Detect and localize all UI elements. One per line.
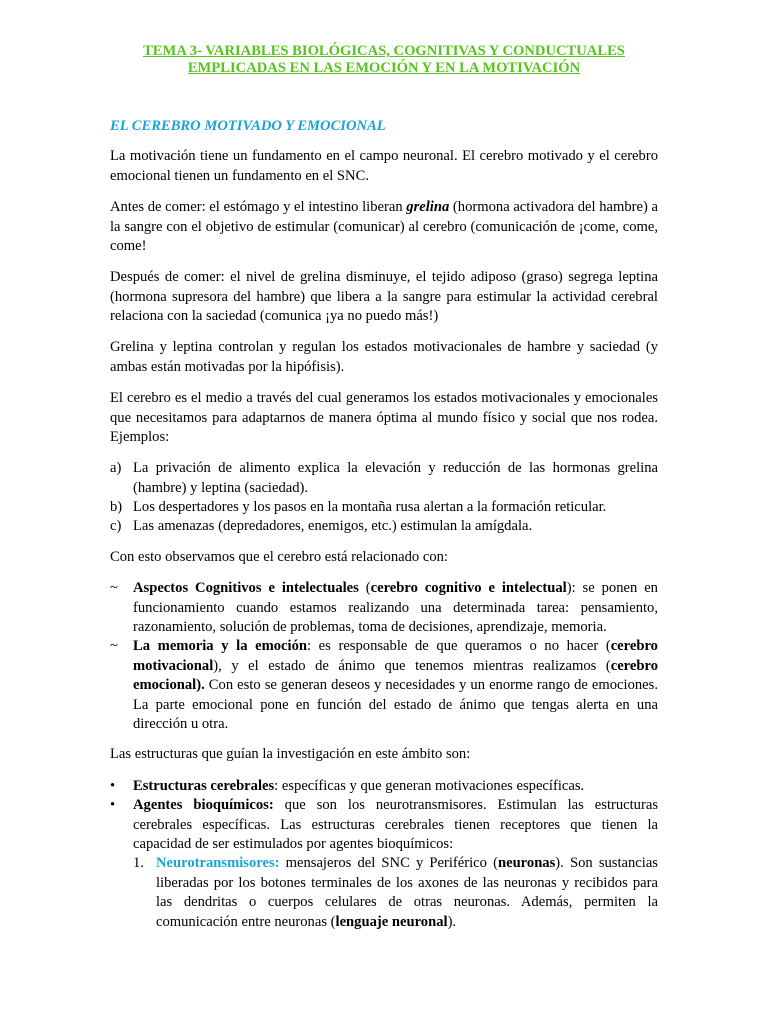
neurotransmitters-term: Neurotransmisores: — [156, 855, 280, 871]
bold-term: La memoria y la emoción — [133, 638, 307, 654]
list-marker: a) — [110, 460, 122, 476]
grelina-term: grelina — [406, 199, 450, 215]
title-line-1: TEMA 3- VARIABLES BIOLÓGICAS, COGNITIVAS Y CONDUCTUALES — [143, 43, 625, 59]
list-item-text: Los despertadores y los pasos en la montaña rusa alertan a la formación reticular. — [133, 499, 607, 515]
bullet-marker: • — [110, 797, 116, 813]
paragraph-6: Con esto observamos que el cerebro está relacionado con: — [110, 549, 448, 565]
bold-term: Aspectos Cognitivos e intelectuales — [133, 580, 359, 596]
inline-text: : específicas y que generan motivaciones específicas. — [274, 778, 585, 794]
title-line-2: EMPLICADAS EN LAS EMOCIÓN Y EN LA MOTIVACIÓN — [187, 60, 581, 76]
bold-term: Agentes bioquímicos: — [133, 797, 274, 813]
number-marker: 1. — [133, 855, 144, 871]
bold-term: neuronas — [497, 855, 556, 871]
bold-term: lenguaje neuronal — [335, 913, 448, 930]
list-marker: c) — [110, 518, 122, 534]
paragraph-7: Las estructuras que guían la investigación en este ámbito son: — [110, 746, 471, 762]
paragraph-3: Después de comer: el nivel de grelina disminuye, el tejido adiposo (graso) segrega leptina (hormona supresora del hambre) que libera a la sangre para estimular la actividad cerebral relaciona con la saciedad (comunica ¡ya no puedo más!) — [110, 269, 658, 324]
list-item — [110, 459, 658, 498]
document-title — [110, 43, 658, 77]
list-marker: b) — [110, 499, 123, 515]
tilde-item-memory-emotion — [110, 637, 658, 735]
paragraph-5: El cerebro es el medio a través del cual generamos los estados motivacionales y emocionales que necesitamos para adaptarnos de manera óptima al mundo físico y social que nos rodea. Ejemplos: — [110, 390, 658, 445]
list-item-text: Las amenazas (depredadores, enemigos, etc.) estimulan la amígdala. — [133, 518, 533, 534]
bold-term: cerebro motivacional — [133, 638, 658, 674]
paragraph-4: Grelina y leptina controlan y regulan los estados motivacionales de hambre y saciedad (y ambas están motivadas por la hipófisis). — [110, 339, 658, 375]
bullet-marker: • — [110, 778, 116, 794]
inline-text: ). — [447, 913, 457, 930]
inline-text: que son los neurotransmisores. Estimulan las estructuras cerebrales específicas. Las estructuras cerebrales tienen receptores que tienen la capacidad de ser estimulados por agentes bioquímicos: — [133, 797, 658, 852]
section-heading: EL CEREBRO MOTIVADO Y EMOCIONAL — [110, 118, 386, 134]
tilde-marker: ~ — [110, 580, 118, 596]
numbered-item-neurotransmitters — [133, 854, 658, 932]
paragraph-1: La motivación tiene un fundamento en el campo neuronal. El cerebro motivado y el cerebro emocional tienen un fundamento en el SNC. — [110, 148, 658, 184]
inline-text: ( — [358, 580, 371, 596]
bullet-item-structures — [110, 777, 658, 797]
bold-term: cerebro cognitivo e intelectual — [370, 580, 567, 596]
bold-term: cerebro emocional). — [133, 657, 658, 693]
list-item — [110, 498, 658, 518]
tilde-item-cognitive — [110, 579, 658, 638]
list-item-text: La privación de alimento explica la elevación y reducción de las hormonas grelina (hambre) y leptina (saciedad). — [133, 460, 658, 496]
bold-term: Estructuras cerebrales — [133, 778, 275, 794]
inline-text: ), y el estado de ánimo que tenemos mientras realizamos ( — [213, 657, 611, 674]
inline-text: Con esto se generan deseos y necesidades y un enorme rango de emociones. La parte emocional pone en función del estado de ánimo que tengas alerta en una dirección u otra. — [133, 677, 658, 732]
tilde-marker: ~ — [110, 638, 118, 654]
paragraph-2 — [110, 198, 658, 257]
inline-text: ): se ponen en funcionamiento cuando estamos realizando una determinada tarea: pensamiento, razonamiento, solución de problemas, toma de decisiones, aprendizaje, memoria. — [133, 580, 658, 635]
inline-text: : es responsable de que queramos o no hacer ( — [307, 638, 611, 654]
inline-text: mensajeros del SNC y Periférico ( — [279, 855, 498, 871]
list-item — [110, 517, 658, 537]
paragraph-2-text-c: (hormona activadora del hambre) a la sangre con el objetivo de estimular (comunicar) al cerebro (comunicación de ¡come, come, come! — [110, 199, 658, 254]
bullet-item-agents — [110, 796, 658, 855]
paragraph-2-text-a: Antes de comer: el estómago y el intestino liberan — [110, 199, 407, 215]
inline-text: ). Son sustancias liberadas por los botones terminales de los axones de las neuronas y recibidos para las dendritas o cuerpos celulares de otras neuronas. Además, permiten la comunicación entre neuronas ( — [156, 855, 658, 930]
